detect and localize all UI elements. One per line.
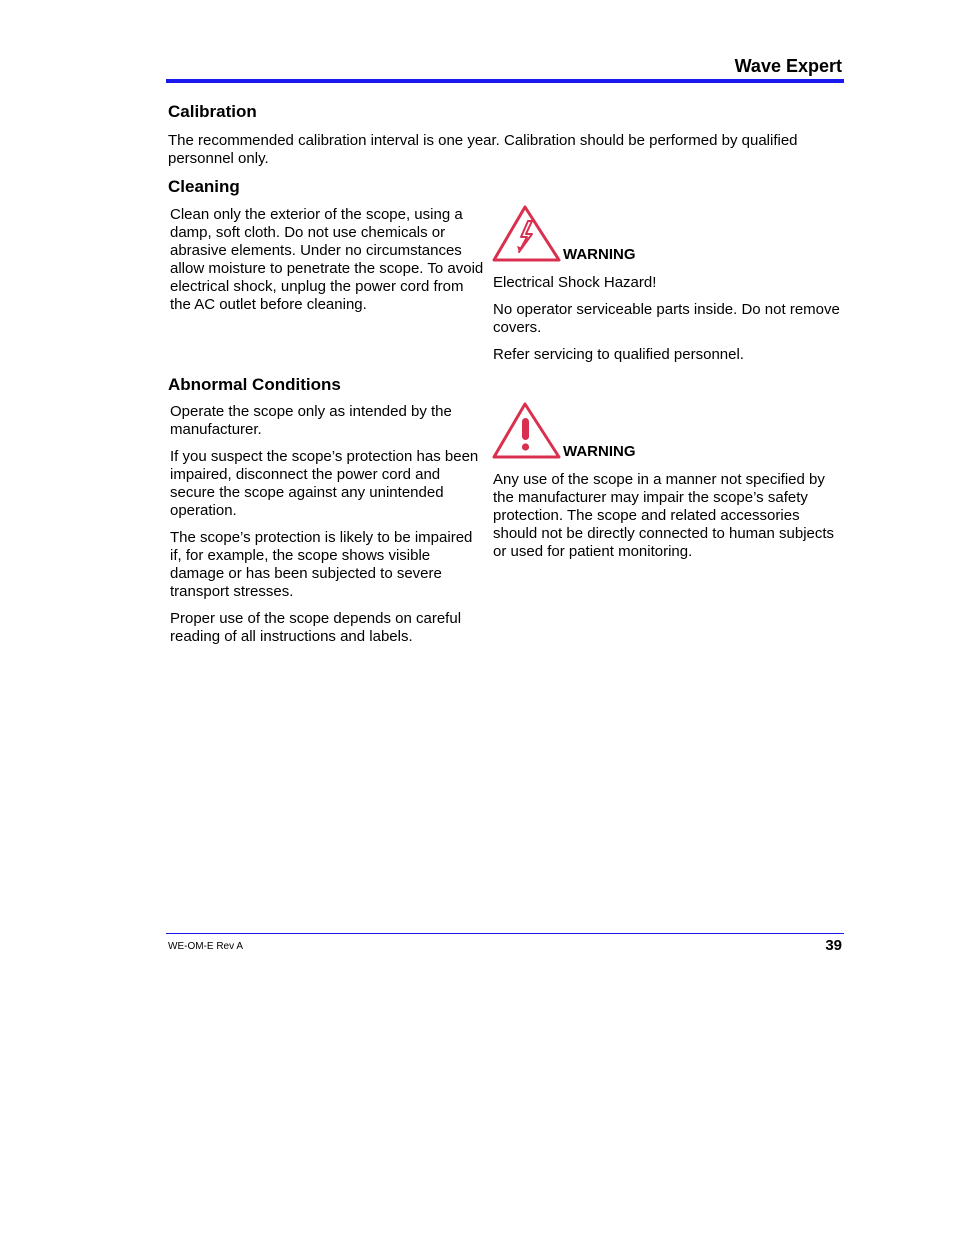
warning-paragraph: Electrical Shock Hazard!	[493, 274, 657, 291]
abnormal-heading: Abnormal Conditions	[168, 375, 341, 394]
footer-doc-id: WE-OM-E Rev A	[168, 941, 244, 952]
cleaning-warning-label: WARNING	[563, 246, 636, 263]
electrical-shock-warning-icon	[492, 204, 562, 262]
abnormal-paragraph: Operate the scope only as intended by the manufacturer.	[170, 403, 452, 438]
warning-paragraph: No operator serviceable parts inside. Do not remove covers.	[493, 301, 840, 336]
footer-rule	[166, 933, 844, 934]
header-title: Wave Expert	[734, 56, 842, 76]
cleaning-text: Clean only the exterior of the scope, using a damp, soft cloth. Do not use chemicals or abrasive elements. Under no circumstances allow moisture to penetrate the scope. To avoid electrical shock, unplug the power cord from the AC outlet before cleaning.	[170, 206, 484, 313]
header-rule	[166, 79, 844, 83]
abnormal-paragraph: If you suspect the scope’s protection has been impaired, disconnect the power cord and secure the scope against any unintended operation.	[170, 448, 479, 519]
warning-paragraph: Refer servicing to qualified personnel.	[493, 346, 744, 363]
abnormal-paragraph: Proper use of the scope depends on careful reading of all instructions and labels.	[170, 610, 462, 645]
abnormal-warning-text: Any use of the scope in a manner not specified by the manufacturer may impair the scope’s safety protection. The scope and related accessories should not be directly connected to human subjects or used for patient monitoring.	[493, 471, 835, 560]
calibration-text: The recommended calibration interval is one year. Calibration should be performed by qualified personnel only.	[168, 132, 798, 167]
abnormal-text	[170, 403, 485, 655]
abnormal-paragraph: The scope’s protection is likely to be impaired if, for example, the scope shows visible damage or has been subjected to severe transport stresses.	[170, 529, 473, 600]
exclamation-warning-icon	[492, 401, 562, 459]
calibration-heading: Calibration	[168, 102, 257, 121]
cleaning-warning-text	[493, 274, 845, 373]
page-number: 39	[825, 937, 842, 954]
abnormal-warning-label: WARNING	[563, 443, 636, 460]
cleaning-heading: Cleaning	[168, 177, 240, 196]
